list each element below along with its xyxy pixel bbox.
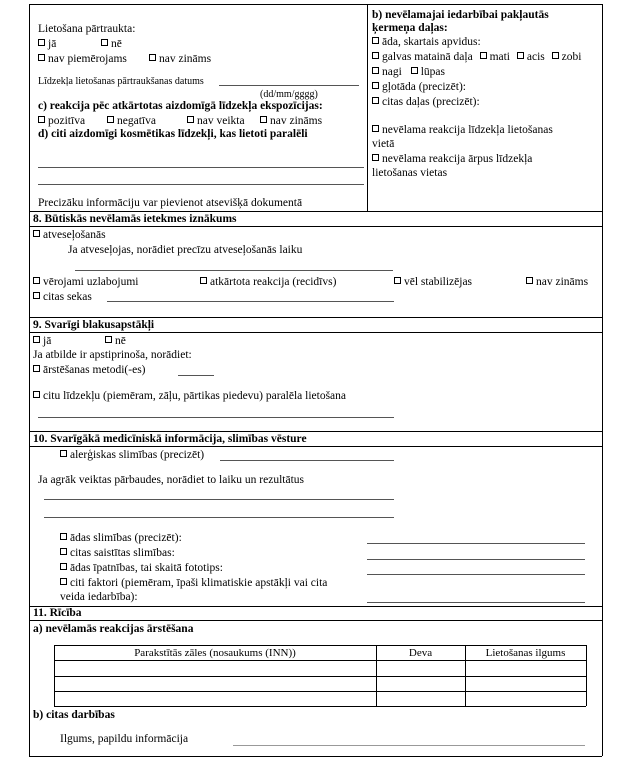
reaction-at-site-cont: vietā (372, 138, 395, 150)
treatment-line[interactable] (178, 375, 214, 376)
concomitant-line-1[interactable] (38, 167, 364, 168)
table-rule (586, 645, 587, 706)
checkbox[interactable] (187, 116, 194, 123)
concomitant-line-2[interactable] (38, 184, 364, 185)
body-part-lips[interactable]: lūpas (411, 66, 445, 78)
section8-title-rule (29, 226, 602, 227)
concurrent-products-line[interactable] (38, 417, 394, 418)
body-part-teeth[interactable]: zobi (552, 51, 582, 63)
table-rule (54, 706, 586, 707)
checkbox[interactable] (552, 52, 559, 59)
discontinued-yes[interactable]: jā (38, 38, 56, 51)
top-column-divider (367, 4, 368, 211)
table-cell-input[interactable] (55, 692, 375, 705)
checkbox[interactable] (60, 450, 67, 457)
body-part-hair[interactable]: mati (480, 51, 510, 63)
other-factors[interactable]: citi faktori (piemēram, īpaši klimatiskie apstākļi vai cita (60, 577, 327, 590)
tests-line-1[interactable] (44, 499, 394, 500)
section9-title-rule (29, 332, 602, 333)
body-part-scalp[interactable]: galvas matainā daļa (372, 51, 473, 63)
outcome-recurrence[interactable]: atkārtota reakcija (recidīvs) (200, 276, 336, 289)
duration-label: Ilgums, papildu informācija (60, 733, 189, 745)
section11-top-rule (29, 606, 602, 607)
section11-title: 11. Rīcība (33, 607, 82, 619)
section11-title-rule (29, 620, 602, 621)
discontinued-unknown[interactable]: nav zināms (149, 53, 211, 66)
reaction-outside-site[interactable]: nevēlama reakcija ārpus līdzekļa (372, 153, 532, 166)
checkbox[interactable] (60, 548, 67, 555)
discontinued-no[interactable]: nē (101, 38, 122, 51)
allergic-diseases[interactable]: alerģiskas slimības (precizēt) (60, 449, 204, 462)
checkbox[interactable] (372, 52, 379, 59)
circumstances-yes[interactable]: jā (33, 335, 51, 348)
checkbox[interactable] (105, 336, 112, 343)
checkbox[interactable] (38, 39, 45, 46)
section9-title: 9. Svarīgi blakusapstākļi (33, 319, 155, 331)
skin-diseases-line[interactable] (367, 543, 585, 544)
skin-diseases[interactable]: ādas slimības (precizēt): (60, 532, 182, 545)
table-header-medicine: Parakstītās zāles (nosaukums (INN)) (134, 647, 296, 659)
concomitant-cosmetics-title: d) citi aizdomīgi kosmētikas līdzekļi, kas lietoti paralēli (38, 128, 308, 140)
recovery-time-label: Ja atveseļojas, norādiet precīzu atveseļošanās laiku (68, 244, 303, 256)
date-format-hint: (dd/mm/gggg) (260, 89, 318, 100)
stop-date-line[interactable] (219, 85, 359, 86)
checkbox[interactable] (394, 277, 401, 284)
checkbox[interactable] (372, 154, 379, 161)
checkbox[interactable] (60, 533, 67, 540)
checkbox[interactable] (101, 39, 108, 46)
previous-tests-label: Ja agrāk veiktas pārbaudes, norādiet to laiku un rezultātus (38, 474, 305, 486)
outcome-not-stable[interactable]: vēl stabilizējas (394, 276, 472, 289)
form-bottom-border (29, 756, 602, 757)
table-rule (54, 645, 586, 646)
outcome-other[interactable]: citas sekas (33, 291, 92, 304)
checkbox[interactable] (480, 52, 487, 59)
body-part-nails[interactable]: nagi (372, 66, 402, 78)
checkbox[interactable] (38, 54, 45, 61)
section10-title: 10. Svarīgākā medicīniskā informācija, slimības vēsture (33, 433, 307, 445)
reaction-outside-site-cont: lietošanas vietas (372, 167, 448, 179)
skin-features[interactable]: ādas īpatnības, tai skaitā fototips: (60, 562, 223, 575)
checkbox[interactable] (526, 277, 533, 284)
discontinued-not-applicable[interactable]: nav piemērojams (38, 53, 127, 66)
rechallenge-positive[interactable]: pozitīva (38, 115, 85, 128)
other-actions-title: b) citas darbības (33, 709, 115, 721)
treatment-title: a) nevēlamās reakcijas ārstēšana (33, 623, 194, 635)
checkbox[interactable] (411, 67, 418, 74)
form-right-border (602, 4, 603, 756)
attach-note: Precizāku informāciju var pievienot atsevišķā dokumentā (38, 197, 303, 209)
rechallenge-negative[interactable]: negatīva (107, 115, 156, 128)
outcome-other-line[interactable] (107, 301, 394, 302)
concurrent-products[interactable]: citu līdzekļu (piemēram, zāļu, pārtikas piedevu) paralēla lietošana (33, 390, 346, 403)
form-top-border (29, 4, 602, 5)
checkbox[interactable] (372, 82, 379, 89)
body-parts-title-1: b) nevēlamajai iedarbībai pakļautās (372, 9, 549, 21)
stop-date-label: Līdzekļa lietošanas pārtraukšanas datums (38, 76, 204, 87)
checkbox[interactable] (33, 365, 40, 372)
checkbox[interactable] (372, 125, 379, 132)
body-part-nails-row (372, 66, 445, 79)
checkbox[interactable] (33, 277, 40, 284)
body-part-skin[interactable]: āda, skartais apvidus: (372, 36, 481, 49)
checkbox[interactable] (260, 116, 267, 123)
checkbox[interactable] (517, 52, 524, 59)
checkbox[interactable] (33, 391, 40, 398)
table-header-dose: Deva (408, 647, 433, 659)
tests-line-2[interactable] (44, 517, 394, 518)
body-part-eyes[interactable]: acis (517, 51, 545, 63)
section10-top-rule (29, 431, 602, 432)
checkbox[interactable] (33, 292, 40, 299)
other-factors-line[interactable] (367, 602, 585, 603)
form-left-border (29, 4, 30, 756)
rechallenge-unknown[interactable]: nav zināms (260, 115, 322, 128)
circumstances-no[interactable]: nē (105, 335, 126, 348)
checkbox[interactable] (33, 336, 40, 343)
checkbox[interactable] (200, 277, 207, 284)
other-factors-cont: veida iedarbība): (60, 591, 138, 603)
treatment-methods[interactable]: ārstēšanas metodi(-es) (33, 364, 146, 377)
recovery-time-line[interactable] (75, 270, 393, 271)
skin-features-line[interactable] (367, 574, 585, 575)
checkbox[interactable] (33, 230, 40, 237)
outcome-unknown[interactable]: nav zināms (526, 276, 588, 289)
checkbox[interactable] (107, 116, 114, 123)
section8-top-rule (29, 211, 602, 212)
body-parts-title-2: ķermeņa daļas: (372, 22, 448, 34)
duration-line[interactable] (233, 745, 585, 746)
rechallenge-not-done[interactable]: nav veikta (187, 115, 245, 128)
checkbox[interactable] (372, 37, 379, 44)
checkbox[interactable] (372, 67, 379, 74)
checkbox[interactable] (60, 578, 67, 585)
section8-title: 8. Būtiskās nevēlamās ietekmes iznākums (33, 213, 237, 225)
body-part-mucosa[interactable]: gļotāda (precizēt): (372, 81, 466, 94)
allergic-diseases-line[interactable] (220, 460, 394, 461)
section10-title-rule (29, 446, 602, 447)
outcome-recovered[interactable]: atveseļošanās (33, 229, 106, 242)
if-yes-label: Ja atbilde ir apstiprinoša, norādiet: (33, 349, 192, 361)
discontinued-label: Lietošana pārtraukta: (38, 23, 136, 35)
checkbox[interactable] (372, 97, 379, 104)
table-header-duration: Lietošanas ilgums (485, 647, 566, 659)
body-part-other[interactable]: citas daļas (precizēt): (372, 96, 480, 109)
outcome-improving[interactable]: vērojami uzlabojumi (33, 276, 139, 289)
section9-top-rule (29, 317, 602, 318)
rechallenge-title: c) reakcija pēc atkārtotas aizdomīgā līdzekļa ekspozīcijas: (38, 100, 323, 112)
checkbox[interactable] (149, 54, 156, 61)
checkbox[interactable] (60, 563, 67, 570)
other-related-line[interactable] (367, 559, 585, 560)
table-cell-input[interactable] (55, 661, 375, 675)
other-related-diseases[interactable]: citas saistītas slimības: (60, 547, 175, 560)
table-cell-input[interactable] (55, 677, 375, 690)
checkbox[interactable] (38, 116, 45, 123)
body-part-scalp-row (372, 51, 581, 64)
reaction-at-site[interactable]: nevēlama reakcija līdzekļa lietošanas (372, 124, 553, 137)
